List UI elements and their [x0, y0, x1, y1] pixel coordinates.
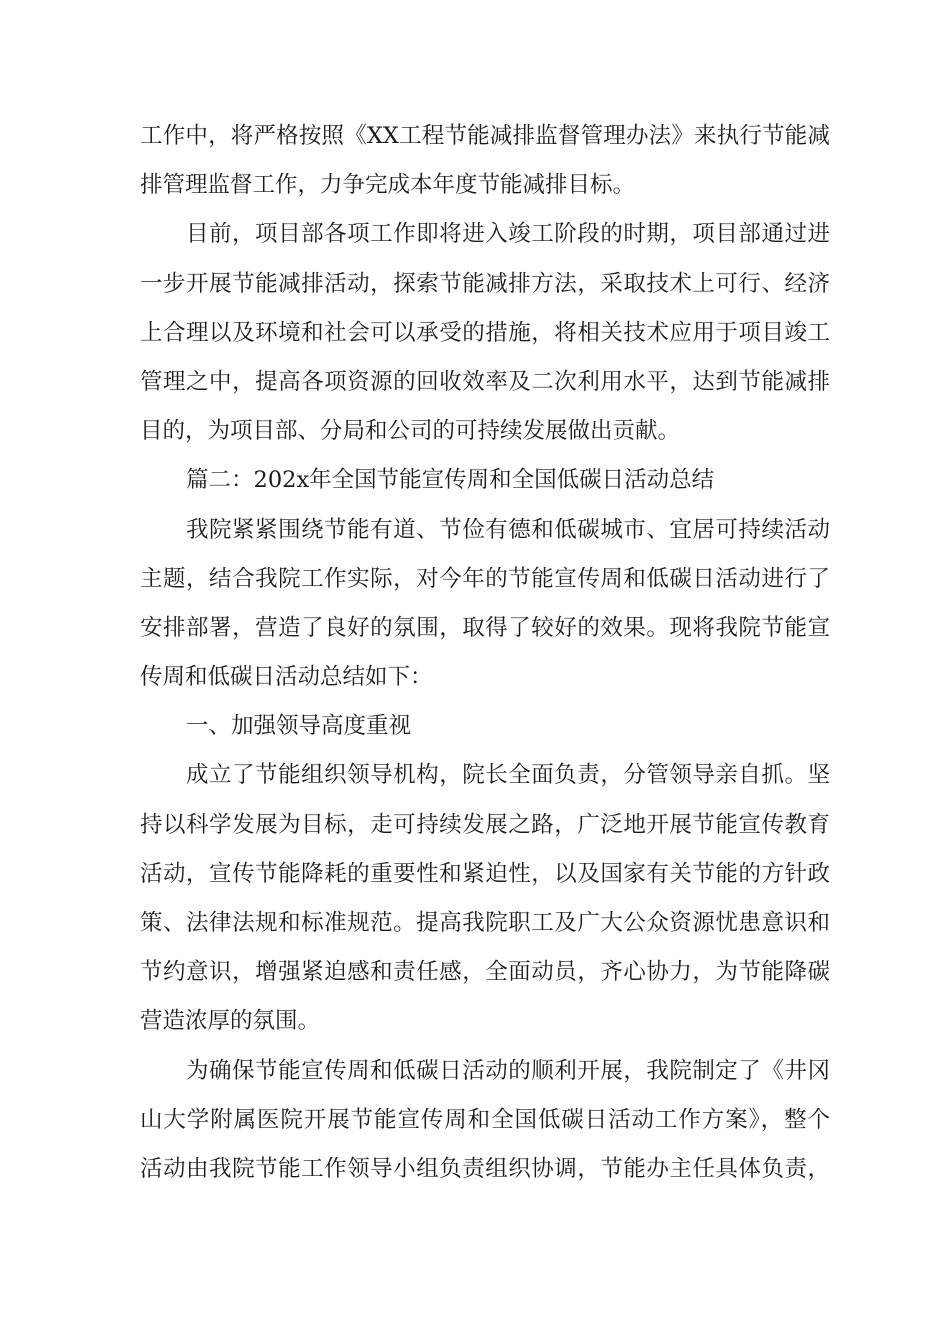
text-line: 安排部署，营造了良好的氛围，取得了较好的效果。现将我院节能宣: [140, 614, 830, 641]
text-line: 我院紧紧围绕节能有道、节俭有德和低碳城市、宜居可持续活动: [186, 516, 830, 543]
text-line: 传周和低碳日活动总结如下：: [140, 664, 433, 691]
text-line: 目前，项目部各项工作即将进入竣工阶段的时期，项目部通过进: [186, 221, 830, 248]
text-line: 一步开展节能减排活动，探索节能减排方法，采取技术上可行、经济: [140, 270, 830, 297]
text-line: 篇二：202x年全国节能宣传周和全国低碳日活动总结: [186, 467, 715, 494]
text-line: 策、法律法规和标准规范。提高我院职工及广大公众资源忧患意识和: [140, 910, 830, 936]
text-line: 排管理监督工作，力争完成本年度节能减排目标。: [140, 172, 636, 199]
text-line: 持以科学发展为目标，走可持续发展之路，广泛地开展节能宣传教育: [140, 811, 830, 838]
text-line: 节约意识，增强紧迫感和责任感，全面动员，齐心协力，为节能降碳: [140, 959, 830, 986]
text-line: 活动由我院节能工作领导小组负责组织协调，节能办主任具体负责，: [140, 1155, 830, 1182]
text-line: 目的，为项目部、分局和公司的可持续发展做出贡献。: [140, 418, 681, 445]
text-line: 成立了节能组织领导机构，院长全面负责，分管领导亲自抓。坚: [186, 762, 830, 789]
text-line: 营造浓厚的氛围。: [140, 1008, 321, 1035]
text-line: 工作中，将严格按照《XX工程节能减排监督管理办法》来执行节能减: [140, 123, 830, 149]
text-line: 上合理以及环境和社会可以承受的措施，将相关技术应用于项目竣工: [140, 319, 830, 346]
text-line: 一、加强领导高度重视: [186, 713, 412, 740]
text-line: 为确保节能宣传周和低碳日活动的顺利开展，我院制定了《井冈: [186, 1057, 830, 1084]
text-line: 山大学附属医院开展节能宣传周和全国低碳日活动工作方案》，整个: [140, 1106, 830, 1133]
text-line: 主题，结合我院工作实际，对今年的节能宣传周和低碳日活动进行了: [140, 565, 830, 592]
document-body: [140, 112, 830, 1194]
text-line: 活动，宣传节能降耗的重要性和紧迫性，以及国家有关节能的方针政: [140, 860, 830, 887]
text-line: 管理之中，提高各项资源的回收效率及二次利用水平，达到节能减排: [140, 368, 830, 395]
